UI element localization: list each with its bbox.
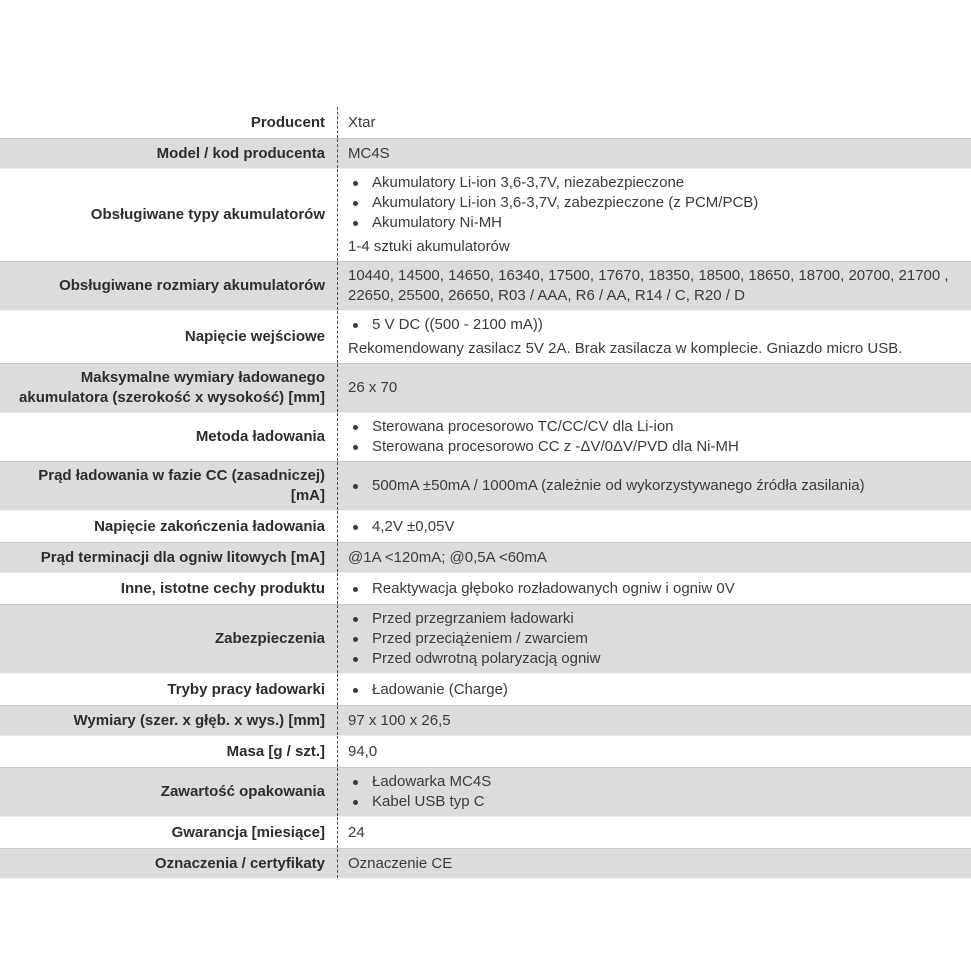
spec-value (338, 374, 971, 402)
spec-row (0, 848, 971, 879)
spec-value (338, 311, 971, 363)
bullet-item: 5 V DC ((500 - 2100 mA)) (348, 315, 959, 335)
spec-label (0, 768, 338, 816)
spec-label-text: Model / kod producenta (156, 144, 325, 162)
spec-label (0, 849, 338, 878)
spec-label-text: Tryby pracy ładowarki (167, 680, 325, 698)
spec-row (0, 736, 971, 767)
bullet-item: Sterowana procesorowo CC z -ΔV/0ΔV/PVD dla Ni-MH (348, 437, 959, 457)
bullet-list (348, 517, 959, 537)
spec-value (338, 676, 971, 704)
spec-table (0, 107, 971, 879)
spec-label-text: Obsługiwane typy akumulatorów (90, 206, 325, 223)
spec-row (0, 604, 971, 674)
bullet-item: Ładowanie (Charge) (348, 680, 959, 700)
spec-value (338, 109, 971, 137)
spec-label (0, 605, 338, 673)
spec-value (338, 513, 971, 541)
spec-label-text: Zawartość opakowania (160, 783, 325, 800)
bullet-item: Sterowana procesorowo TC/CC/CV dla Li-ion (348, 417, 959, 437)
spec-value (338, 472, 971, 500)
spec-label (0, 543, 338, 572)
value-text: 10440, 14500, 14650, 16340, 17500, 17670, 18350, 18500, 18650, 18700, 20700, 21700 , 22650, 25500, 26650, R03 / AAA, R6 / AA, R14 / C, R20 / D (348, 267, 949, 304)
value-text: MC4S (348, 144, 390, 162)
spec-label (0, 573, 338, 604)
spec-value (338, 140, 971, 168)
spec-label (0, 462, 338, 510)
bullet-item: Ładowarka MC4S (348, 772, 959, 792)
bullet-list (348, 579, 959, 599)
bullet-item: Przed odwrotną polaryzacją ogniw (348, 649, 959, 669)
spec-label-text: Inne, istotne cechy produktu (120, 579, 325, 597)
spec-label-text: Zabezpieczenia (214, 630, 325, 647)
bullet-item: 4,2V ±0,05V (348, 517, 959, 537)
spec-row (0, 705, 971, 736)
value-text: Oznaczenie CE (348, 854, 453, 872)
spec-row (0, 363, 971, 413)
value-text: 94,0 (348, 742, 378, 760)
spec-label (0, 311, 338, 363)
bullet-item: Przed przegrzaniem ładowarki (348, 609, 959, 629)
bullet-item: Akumulatory Ni-MH (348, 213, 959, 233)
value-text: 24 (348, 823, 365, 841)
spec-row (0, 817, 971, 848)
bullet-item: Akumulatory Li-ion 3,6-3,7V, zabezpieczone (z PCM/PCB) (348, 193, 959, 213)
value-text: Xtar (348, 113, 376, 131)
value-note: 1-4 sztuki akumulatorów (348, 238, 510, 255)
bullet-list (348, 476, 959, 496)
spec-row (0, 169, 971, 261)
spec-value (338, 850, 971, 878)
bullet-list (348, 609, 959, 669)
value-text: 97 x 100 x 26,5 (348, 711, 451, 729)
bullet-list (348, 772, 959, 812)
spec-label-text: Oznaczenia / certyfikaty (154, 854, 325, 872)
spec-value (338, 738, 971, 766)
bullet-list (348, 315, 959, 335)
spec-row (0, 542, 971, 573)
bullet-item: 500mA ±50mA / 1000mA (zależnie od wykorzystywanego źródła zasilania) (348, 476, 959, 496)
spec-row (0, 674, 971, 705)
bullet-item: Kabel USB typ C (348, 792, 959, 812)
spec-label (0, 736, 338, 767)
bullet-list (348, 417, 959, 457)
spec-label-text: Napięcie zakończenia ładowania (94, 517, 325, 535)
value-text: 26 x 70 (348, 379, 398, 396)
spec-value (338, 544, 971, 572)
spec-label-text: Metoda ładowania (195, 428, 325, 445)
spec-label-text: Prąd terminacji dla ogniw litowych [mA] (40, 548, 325, 566)
spec-label (0, 169, 338, 261)
bullet-item: Akumulatory Li-ion 3,6-3,7V, niezabezpieczone (348, 173, 959, 193)
spec-row (0, 767, 971, 817)
spec-label (0, 674, 338, 705)
bullet-list (348, 173, 959, 233)
spec-label (0, 364, 338, 412)
spec-value (338, 262, 971, 310)
spec-label (0, 262, 338, 310)
spec-value (338, 413, 971, 461)
spec-row (0, 461, 971, 511)
spec-value (338, 768, 971, 816)
spec-row (0, 138, 971, 169)
bullet-item: Przed przeciążeniem / zwarciem (348, 629, 959, 649)
spec-label (0, 413, 338, 461)
spec-value (338, 169, 971, 261)
spec-label (0, 139, 338, 168)
spec-row (0, 511, 971, 542)
spec-label (0, 107, 338, 138)
spec-row (0, 311, 971, 363)
spec-label-text: Gwarancja [miesiące] (171, 823, 325, 841)
spec-value (338, 819, 971, 847)
spec-label-text: Napięcie wejściowe (184, 328, 325, 345)
spec-label-text: Wymiary (szer. x głęb. x wys.) [mm] (73, 711, 325, 729)
spec-label-text: Maksymalne wymiary ładowanego akumulatora (szerokość x wysokość) [mm] (19, 369, 325, 406)
spec-label-text: Prąd ładowania w fazie CC (zasadniczej) [mA] (38, 467, 325, 504)
spec-value (338, 575, 971, 603)
spec-value (338, 605, 971, 673)
value-note: Rekomendowany zasilacz 5V 2A. Brak zasilacza w komplecie. Gniazdo micro USB. (348, 340, 903, 357)
spec-label (0, 511, 338, 542)
bullet-item: Reaktywacja głęboko rozładowanych ogniw i ogniw 0V (348, 579, 959, 599)
spec-label (0, 706, 338, 735)
spec-label-text: Masa [g / szt.] (226, 742, 325, 760)
spec-value (338, 707, 971, 735)
spec-row (0, 413, 971, 461)
spec-row (0, 107, 971, 138)
bullet-list (348, 680, 959, 700)
value-text: @1A <120mA; @0,5A <60mA (348, 548, 547, 566)
spec-row (0, 573, 971, 604)
spec-label (0, 817, 338, 848)
spec-label-text: Producent (250, 113, 325, 131)
spec-row (0, 261, 971, 311)
spec-label-text: Obsługiwane rozmiary akumulatorów (59, 277, 325, 294)
